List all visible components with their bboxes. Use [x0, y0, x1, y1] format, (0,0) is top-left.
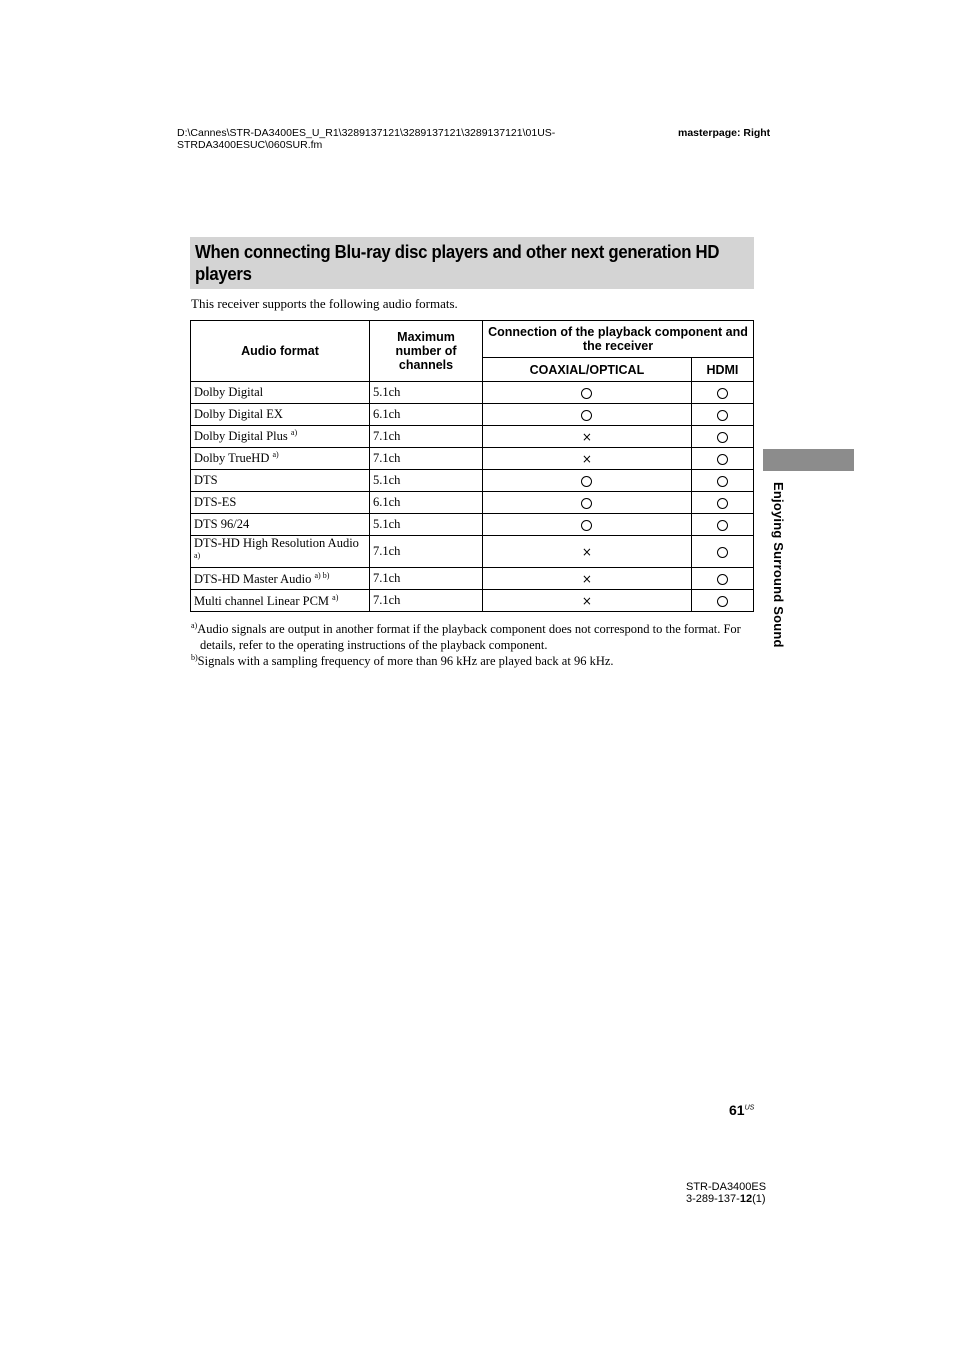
cell-max-channels: 7.1ch [370, 426, 483, 448]
supported-circle-icon [581, 388, 592, 399]
footer-code-bold: 12 [739, 1193, 753, 1205]
cell-audio-format [191, 382, 370, 404]
cell-hdmi [691, 448, 753, 470]
footnote-ref: a) [290, 428, 298, 438]
cell-coaxial-optical [483, 492, 692, 514]
cell-coaxial-optical [483, 536, 692, 568]
page-number-suffix: US [744, 1104, 755, 1112]
audio-format-name: Multi channel Linear PCM [194, 593, 330, 608]
supported-circle-icon [717, 410, 728, 421]
header-hdmi: HDMI [691, 358, 753, 382]
cell-audio-format [191, 426, 370, 448]
supported-circle-icon [717, 476, 728, 487]
footnote-b [191, 650, 755, 669]
cell-coaxial-optical [483, 382, 692, 404]
cell-audio-format [191, 470, 370, 492]
cell-hdmi [691, 470, 753, 492]
header-coaxial-optical: COAXIAL/OPTICAL [483, 358, 692, 382]
section-title-text: When connecting Blu-ray disc players and other next generation HD players [195, 242, 720, 284]
footnote-b-mark: b) [191, 653, 198, 662]
footnote-a-line-2: details, refer to the operating instructions of the playback component. [200, 638, 548, 653]
audio-format-name: DTS [194, 473, 218, 487]
supported-circle-icon [581, 410, 592, 421]
supported-circle-icon [717, 454, 728, 465]
cell-hdmi [691, 514, 753, 536]
supported-circle-icon [581, 520, 592, 531]
table-row [191, 492, 754, 514]
intro-text: This receiver supports the following audio formats. [191, 296, 458, 311]
table-body [191, 382, 754, 612]
cell-coaxial-optical [483, 514, 692, 536]
table-row [191, 404, 754, 426]
supported-circle-icon [717, 432, 728, 443]
unsupported-cross-icon: × [581, 544, 592, 559]
section-title [190, 237, 754, 289]
audio-format-name: Dolby TrueHD [194, 451, 270, 466]
unsupported-cross-icon: × [581, 429, 592, 444]
footer-code-suffix: (1) [752, 1193, 766, 1205]
cell-max-channels: 7.1ch [370, 536, 483, 568]
cell-audio-format [191, 568, 370, 590]
cell-coaxial-optical [483, 470, 692, 492]
cell-max-channels: 5.1ch [370, 470, 483, 492]
page-number-value: 61 [729, 1102, 745, 1118]
file-path-line-1: D:\Cannes\STR-DA3400ES_U_R1\3289137121\3289137121\3289137121\01US- [177, 127, 556, 139]
footnote-a [191, 618, 755, 653]
page-number [729, 1102, 754, 1118]
audio-format-name: DTS-HD High Resolution Audio [194, 536, 359, 550]
cell-hdmi [691, 404, 753, 426]
audio-format-name: DTS 96/24 [194, 517, 250, 531]
masterpage-label: masterpage: Right [678, 127, 771, 139]
unsupported-cross-icon: × [581, 451, 592, 466]
cell-max-channels: 7.1ch [370, 448, 483, 470]
table-row [191, 426, 754, 448]
supported-circle-icon [717, 388, 728, 399]
cell-coaxial-optical [483, 568, 692, 590]
supported-circle-icon [581, 476, 592, 487]
cell-max-channels: 5.1ch [370, 382, 483, 404]
footnote-ref: a) [332, 592, 339, 602]
audio-format-name: DTS-ES [194, 495, 237, 509]
footnote-ref: a) [194, 551, 201, 560]
unsupported-cross-icon: × [581, 571, 592, 586]
audio-format-name: Dolby Digital Plus [194, 429, 288, 444]
header-max-channels-text: Maximum number of channels [395, 330, 457, 372]
footnote-a-line-1: Audio signals are output in another format if the playback component does not correspond to the format. For [197, 622, 741, 637]
cell-hdmi [691, 382, 753, 404]
cell-max-channels: 6.1ch [370, 492, 483, 514]
audio-format-name: Dolby Digital [194, 385, 264, 399]
cell-hdmi [691, 536, 753, 568]
audio-formats-table [190, 320, 754, 612]
side-tab-marker [763, 449, 854, 471]
footer-code [686, 1193, 766, 1205]
header-connection: Connection of the playback component and the receiver [483, 321, 754, 358]
audio-format-name: DTS-HD Master Audio [194, 571, 312, 586]
cell-audio-format [191, 536, 370, 568]
cell-hdmi [691, 426, 753, 448]
cell-audio-format [191, 492, 370, 514]
footnote-ref: a) [272, 450, 279, 460]
cell-hdmi [691, 590, 753, 612]
table-row [191, 448, 754, 470]
header-max-channels [370, 321, 483, 382]
supported-circle-icon [717, 596, 728, 607]
cell-max-channels: 5.1ch [370, 514, 483, 536]
supported-circle-icon [717, 574, 728, 585]
table-row [191, 382, 754, 404]
cell-max-channels: 6.1ch [370, 404, 483, 426]
footnote-ref: a) b) [314, 570, 330, 580]
table-row [191, 536, 754, 568]
cell-coaxial-optical [483, 448, 692, 470]
cell-audio-format [191, 404, 370, 426]
file-path-header [177, 127, 555, 151]
cell-coaxial-optical [483, 426, 692, 448]
cell-max-channels: 7.1ch [370, 568, 483, 590]
table-row [191, 514, 754, 536]
supported-circle-icon [717, 547, 728, 558]
cell-hdmi [691, 492, 753, 514]
cell-coaxial-optical [483, 590, 692, 612]
cell-audio-format [191, 514, 370, 536]
cell-max-channels: 7.1ch [370, 590, 483, 612]
cell-hdmi [691, 568, 753, 590]
table-row [191, 568, 754, 590]
table-row [191, 470, 754, 492]
supported-circle-icon [717, 498, 728, 509]
footnote-b-text: Signals with a sampling frequency of more than 96 kHz are played back at 96 kHz. [197, 654, 614, 669]
supported-circle-icon [717, 520, 728, 531]
footer-model-info [686, 1181, 766, 1205]
side-tab-label: Enjoying Surround Sound [771, 482, 786, 648]
file-path-line-2: STRDA3400ESUC\060SUR.fm [177, 139, 323, 151]
header-audio-format: Audio format [191, 321, 370, 382]
audio-format-name: Dolby Digital EX [194, 407, 283, 421]
table-row [191, 590, 754, 612]
footer-model: STR-DA3400ES [686, 1181, 767, 1193]
cell-audio-format [191, 590, 370, 612]
cell-coaxial-optical [483, 404, 692, 426]
footnote-a-mark: a) [191, 621, 198, 630]
supported-circle-icon [581, 498, 592, 509]
cell-audio-format [191, 448, 370, 470]
footer-code-prefix: 3-289-137- [686, 1193, 740, 1205]
unsupported-cross-icon: × [581, 593, 592, 608]
